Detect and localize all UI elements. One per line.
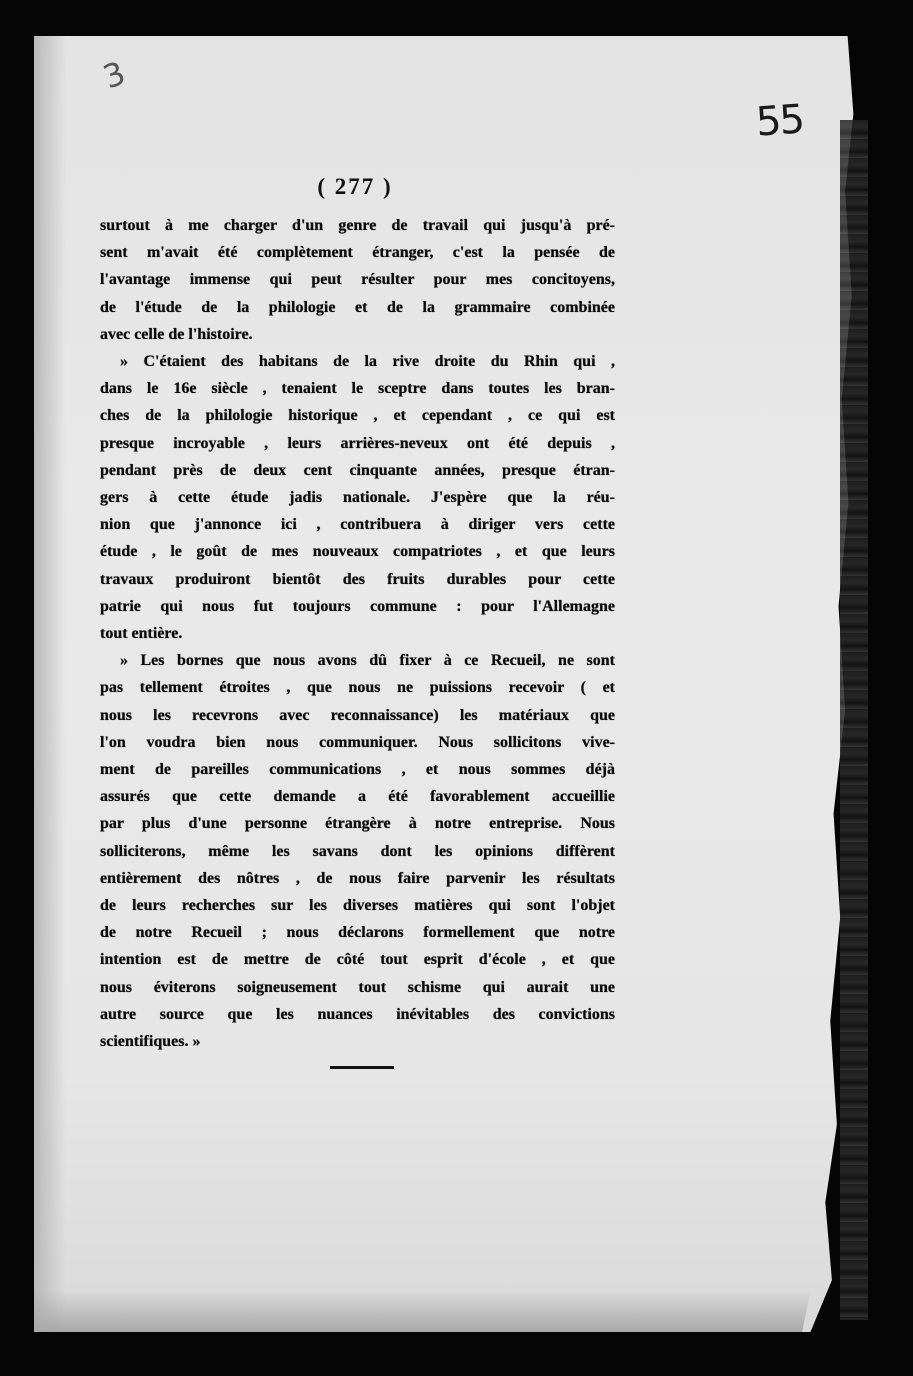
page-bottom-shadow	[34, 1290, 860, 1332]
paragraph	[100, 212, 615, 348]
text-line: ment de pareilles communications , et nous sommes déjà	[100, 761, 615, 779]
text-line: pendant près de deux cent cinquante années, presque étran-	[100, 461, 615, 479]
page-number: ( 277 )	[317, 174, 393, 199]
text-line: nous éviterons soigneusement tout schisme qui aurait une	[100, 978, 615, 996]
end-rule	[330, 1066, 394, 1069]
folio-number: 55	[754, 96, 805, 146]
text-line: patrie qui nous fut toujours commune : pour l'Allemagne	[100, 597, 615, 615]
text-line: tout entière.	[100, 625, 183, 643]
text-line: entièrement des nôtres , de nous faire parvenir les résultats	[100, 869, 615, 887]
text-line: ches de la philologie historique , et cependant , ce qui est	[100, 407, 615, 425]
text-line: l'on voudra bien nous communiquer. Nous sollicitons vive-	[100, 733, 615, 751]
text-line: travaux produiront bientôt des fruits durables pour cette	[100, 570, 615, 588]
text-line: de leurs recherches sur les diverses matières qui sont l'objet	[100, 897, 615, 915]
text-line: intention est de mettre de côté tout esprit d'école , et que	[100, 951, 615, 969]
text-line: surtout à me charger d'un genre de travail qui jusqu'à pré-	[100, 217, 615, 234]
text-line: dans le 16e siècle , tenaient le sceptre dans toutes les bran-	[100, 380, 615, 398]
text-line: pas tellement étroites , que nous ne puissions recevoir ( et	[100, 679, 615, 697]
corner-pencil-mark: 3	[98, 53, 131, 97]
text-line: » Les bornes que nous avons dû fixer à ce Recueil, ne sont	[120, 652, 615, 670]
text-line: avec celle de l'histoire.	[100, 325, 253, 343]
text-line: assurés que cette demande a été favorablement accueillie	[100, 788, 615, 806]
text-line: sent m'avait été complètement étranger, c'est la pensée de	[100, 244, 615, 262]
torn-right-edge	[840, 120, 868, 1320]
text-line: autre source que les nuances inévitables des convictions	[100, 1005, 615, 1023]
text-line: l'avantage immense qui peut résulter pour mes concitoyens,	[100, 271, 615, 289]
paragraph	[100, 647, 615, 1055]
text-line: » C'étaient des habitans de la rive droite du Rhin qui ,	[120, 353, 615, 371]
text-line: gers à cette étude jadis nationale. J'espère que la réu-	[100, 489, 615, 507]
text-line: de l'étude de la philologie et de la grammaire combinée	[100, 298, 615, 316]
text-line: presque incroyable , leurs arrières-neveux ont été depuis ,	[100, 434, 615, 452]
text-line: par plus d'une personne étrangère à notre entreprise. Nous	[100, 815, 615, 833]
paragraph	[100, 348, 615, 647]
text-line: étude , le goût de mes nouveaux compatriotes , et que leurs	[100, 543, 615, 561]
text-line: solliciterons, même les savans dont les opinions diffèrent	[100, 842, 615, 860]
text-line: scientifiques. »	[100, 1033, 201, 1051]
text-line: de notre Recueil ; nous déclarons formellement que notre	[100, 924, 615, 942]
body-text	[100, 212, 615, 1055]
page-gutter-shadow	[34, 36, 66, 1332]
text-line: nous les recevrons avec reconnaissance) les matériaux que	[100, 706, 615, 724]
text-line: nion que j'annonce ici , contribuera à diriger vers cette	[100, 516, 615, 534]
